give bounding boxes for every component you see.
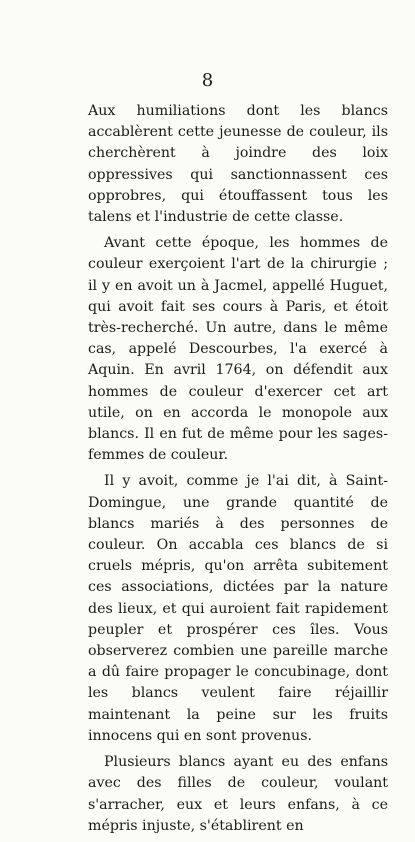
paragraph-1: Aux humiliations dont les blancs accablèrent cette jeunesse de couleur, ils cherchèrent à joindre des loix oppressives qui sanctionnassent ces opprobres, qui étouffassent tous les talens et l'industrie de cette classe. bbox=[88, 103, 388, 226]
body-text bbox=[88, 101, 388, 842]
paragraph-2: Avant cette époque, les hommes de couleur exerçoient l'art de la chirurgie ; il y en avoit un à Jacmel, appellé Huguet, qui avoit fait ses cours à Paris, et étoit très-recherché. Un autre, dans le même cas, appelé Descourbes, l'a exercé à Aquin. En avril 1764, on défendit aux hommes de couleur d'exercer cet art utile, on en accorda le monopole aux blancs. Il en fut de même pour les sages-femmes de couleur. bbox=[88, 235, 388, 464]
paragraph-4: Plusieurs blancs ayant eu des enfans avec des filles de couleur, voulant s'arracher, eux et leurs enfans, à ce mépris injuste, s'établirent en bbox=[88, 754, 388, 834]
paragraph-3: Il y avoit, comme je l'ai dit, à Saint-Domingue, une grande quantité de blancs mariés à des personnes de couleur. On accabla ces blancs de si cruels mépris, qu'on arrêta subitement ces associations, dictées par la nature des lieux, et qui auroient fait rapidement peupler et prospérer ces îles. Vous observerez combien une pareille marche a dû faire propager le concubinage, dont les blancs veulent faire réjaillir maintenant la peine sur les fruits innocens qui en sont provenus. bbox=[88, 473, 388, 744]
page-number: 8 bbox=[201, 70, 214, 91]
